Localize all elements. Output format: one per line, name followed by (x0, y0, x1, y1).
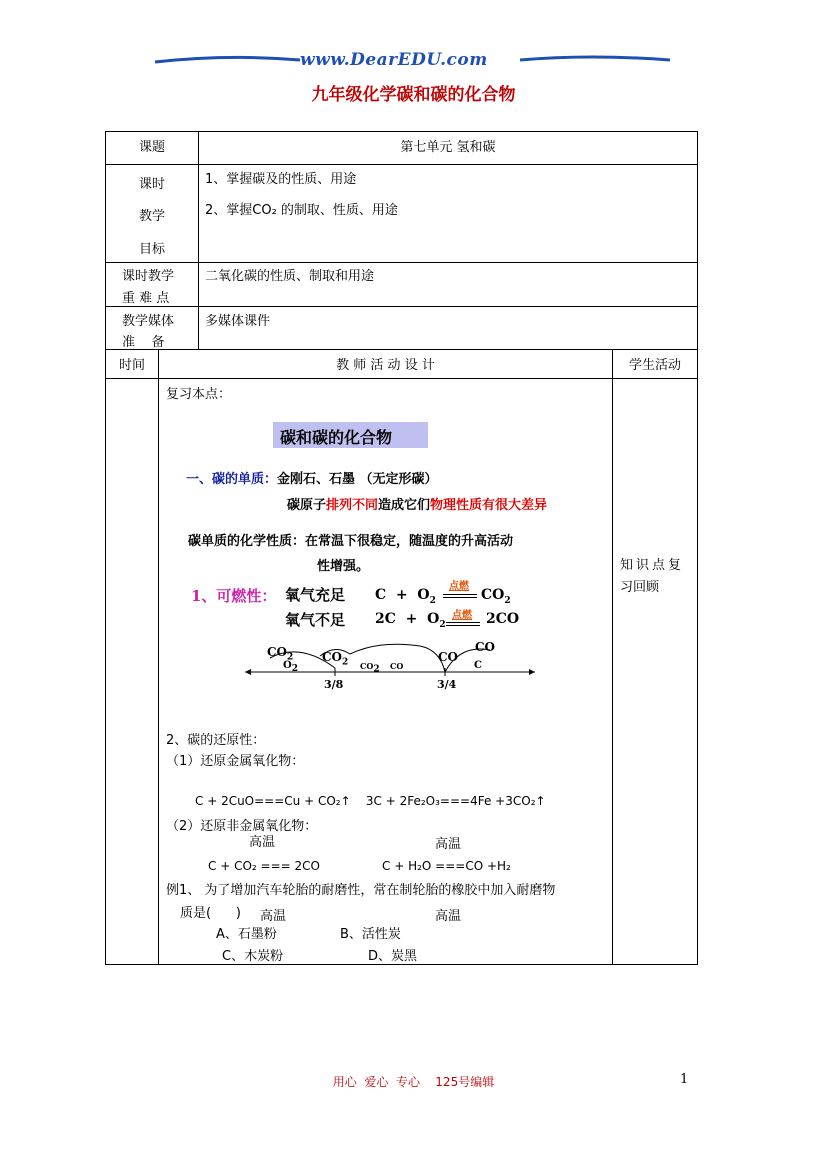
atom-mid: 造成它们 (378, 498, 431, 513)
nl-mark-2: 3/4 (437, 678, 457, 691)
atom-prefix: 碳原子 (287, 498, 327, 513)
single-value: 金刚石、石墨 （无定形碳） (277, 472, 438, 487)
example-line-1: 例1、 为了增加汽车轮胎的耐磨性，常在制轮胎的橡胶中加入耐磨物 (166, 883, 556, 898)
site-url: www.DearEDU.com (300, 50, 488, 70)
single-label: 一、碳的单质： (186, 472, 278, 487)
option-a: A、石墨粉 (216, 927, 277, 942)
option-b: B、活性炭 (340, 927, 401, 942)
nl-co2-small: $CO_2$ (360, 661, 380, 675)
gaowen-4: 高温 (435, 909, 462, 924)
nl-mark-1: 3/8 (324, 678, 344, 691)
document-title: 九年级化学碳和碳的化合物 (311, 85, 516, 105)
atom-red-1: 排列不同 (326, 498, 379, 513)
footer-text: 用心 爱心 专心 125号编辑 (332, 1075, 495, 1089)
goal-1: 1、掌握碳及的性质、用途 (205, 172, 357, 187)
example-line-2: 质是( ) (180, 906, 241, 921)
nl-co2: $CO_2$ (267, 645, 294, 663)
nl-o: $O_2$ (283, 660, 298, 674)
goal-2: 2、掌握CO₂ 的制取、性质、用途 (205, 203, 398, 218)
reduce-eq-2a: C + CO₂ === 2CO (208, 859, 320, 873)
difficulty-label-1: 课时教学 (122, 269, 175, 284)
eq1-right: $CO_2$ (481, 587, 511, 606)
student-activity-1: 知识点复 (620, 558, 685, 573)
chem-line-1: 碳单质的化学性质：在常温下很稳定，随温度的升高活动 (188, 534, 514, 549)
difficulty-label-2: 重 难 点 (122, 291, 170, 306)
goals-label-1: 课时 (138, 177, 165, 192)
col-teacher: 教 师 活 动 设 计 (336, 358, 435, 373)
reduce-title: 2、碳的还原性： (166, 733, 266, 748)
gaowen-2: 高温 (435, 837, 462, 852)
topic-value: 第七单元 氢和碳 (400, 140, 496, 155)
eq1-ignite: 点燃 (449, 581, 469, 592)
reduce-1: （1）还原金属氧化物： (166, 754, 305, 769)
atom-red-2: 物理性质有很大差异 (430, 498, 548, 513)
page-number: 1 (680, 1072, 689, 1087)
media-label-2: 准 备 (122, 335, 165, 350)
eq2-right: 2CO (486, 611, 520, 627)
reduce-2: （2）还原非金属氧化物： (166, 819, 318, 834)
box-title: 碳和碳的化合物 (280, 428, 393, 447)
reduce-eq-2b: C + H₂O ===CO +H₂ (382, 859, 511, 873)
option-c: C、木炭粉 (222, 949, 284, 964)
gaowen-3: 高温 (260, 909, 287, 924)
student-activity-2: 习回顾 (620, 580, 660, 595)
nl-co2b: $CO_2$ (322, 650, 349, 668)
topic-label: 课题 (138, 140, 165, 155)
gaowen-1: 高温 (249, 835, 276, 850)
goals-label-3: 目标 (138, 242, 165, 257)
eq2-ignite: 点燃 (452, 610, 472, 621)
chem-line-2: 性增强。 (317, 559, 370, 574)
flammable-label: 1、可燃性： (191, 587, 277, 605)
col-student: 学生活动 (628, 358, 681, 373)
media-label-1: 教学媒体 (122, 314, 175, 329)
media-value: 多媒体课件 (205, 314, 271, 329)
goals-label-2: 教学 (138, 209, 165, 224)
eq2-left: $2C + O_2$ (375, 611, 446, 630)
option-d: D、炭黑 (368, 949, 418, 964)
review-label: 复习本点： (166, 387, 232, 402)
oxygen-lack: 氧气不足 (285, 611, 346, 629)
nl-c: C (474, 660, 482, 671)
oxygen-full: 氧气充足 (285, 586, 346, 604)
nl-co-a: CO (438, 650, 459, 664)
nl-co-small: CO (390, 661, 404, 671)
difficulty-value: 二氧化碳的性质、制取和用途 (205, 269, 375, 284)
eq1-left: $C + O_2$ (375, 587, 436, 606)
col-time: 时间 (118, 358, 145, 373)
nl-co-b: CO (475, 640, 496, 654)
reduce-eq-1: C + 2CuO===Cu + CO₂↑ 3C + 2Fe₂O₃===4Fe +3CO₂↑ (195, 794, 546, 808)
